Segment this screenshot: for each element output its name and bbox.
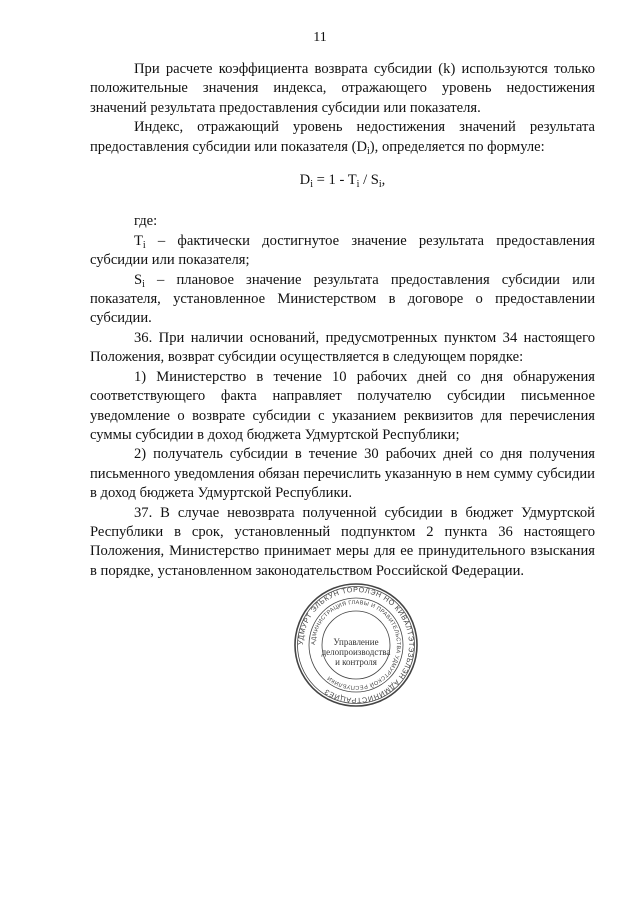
paragraph-coefficient: При расчете коэффициента возврата субсидии (k) используются только положительные значения индекса, отражающего уровень недостижения значений результата предоставления субсидии или показателя. bbox=[90, 61, 595, 116]
paragraph-index-definition: Индекс, отражающий уровень недостижения значений результата предоставления субсидии или показателя $(D_i)$, определяется по формуле: bbox=[90, 119, 595, 157]
formula: $D_i = 1 - T_i / S_i$, bbox=[299, 172, 386, 191]
paragraph-36: 36. При наличии оснований, предусмотренных пунктом 34 настоящего Положения, возврат субсидии осуществляется в следующем порядке: bbox=[90, 329, 595, 366]
stamp-outer-text: УДМУРТ ЭЛЬКУН ТОРОЛЭН НО КИВАЛТЭТЭЗЬЛЭН АДМИНИСТРАЦИЕЗ bbox=[295, 584, 417, 706]
paragraph-36-2: 2) получатель субсидии в течение 30 рабочих дней со дня получения письменного уведомления обязан перечислить указанную в нем сумму субсидии в доход бюджета Удмуртской Республики. bbox=[90, 446, 595, 502]
paragraph-37: 37. В случае невозврата полученной субсидии в бюджет Удмуртской Республики в срок, установленный подпунктом 2 пункта 36 настоящего Положения, Министерство принимает меры для ее принудительного взыскания в порядке, установленном законодательством Российской Федерации. bbox=[90, 504, 595, 579]
definition-s: $S_i$ – плановое значение результата предоставления субсидии или показателя, установленное Министерством в договоре о предоставлении субсидии. bbox=[90, 271, 595, 327]
paragraph-36-1: 1) Министерство в течение 10 рабочих дней со дня обнаружения соответствующего факта направляет получателю субсидии письменное уведомление о возврате субсидии с указанием реквизитов для перечисления суммы субсидии в доход бюджета Удмуртской Республики; bbox=[90, 368, 595, 443]
paragraph-where: где: bbox=[134, 213, 158, 230]
stamp-center-text: Управление делопроизводства и контроля bbox=[321, 637, 391, 667]
document-body bbox=[90, 60, 595, 581]
stamp-inner-text: АДМИНИСТРАЦИЯ ГЛАВЫ И ПРАВИТЕЛЬСТВА УДМУРТСКОЙ РЕСПУБЛИКИ bbox=[310, 599, 402, 691]
definition-t: $T_i$ – фактически достигнутое значение результата предоставления субсидии или показателя; bbox=[90, 232, 595, 269]
page-number: 11 bbox=[313, 30, 327, 45]
